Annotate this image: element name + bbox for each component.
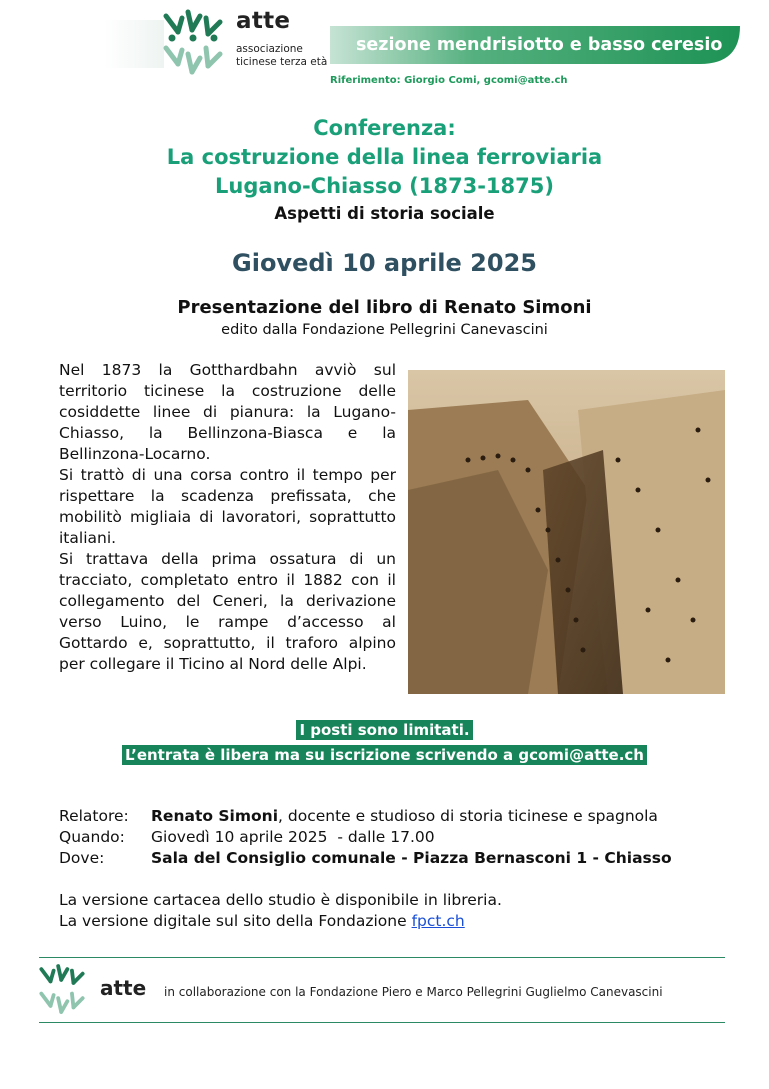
speaker-description: , docente e studioso di storia ticinese e spagnola xyxy=(278,807,658,825)
logo-sub-line: associazione xyxy=(236,43,303,55)
where-label: Dove: xyxy=(59,849,105,867)
atte-logo-wordmark: atte xyxy=(236,8,291,34)
speaker-name: Renato Simoni xyxy=(151,807,279,825)
notice-limited-seats xyxy=(0,720,769,739)
logo-backdrop xyxy=(104,20,164,68)
description-paragraph: Nel 1873 la Gotthardbahn avviò sul territorio ticinese la costruzione delle cosiddette linee di pianura: la Lugano-Chiasso, la Bellinzona-Biasca e la Bellinzona-Locarno. xyxy=(59,361,396,463)
where-row xyxy=(59,848,672,869)
book-presentation-title: Presentazione del libro di Renato Simoni xyxy=(177,297,592,318)
conference-title-line: Lugano-Chiasso (1873-1875) xyxy=(215,174,554,198)
description-text xyxy=(59,360,396,675)
notice-limited-seats-text: I posti sono limitati. xyxy=(296,720,472,740)
footer-top-rule xyxy=(39,957,725,958)
availability-digital xyxy=(59,911,502,932)
description-paragraph: Si trattò di una corsa contro il tempo per rispettare la scadenza prefissata, che mobilitò migliaia di lavoratori, soprattutto italiani. xyxy=(59,466,396,547)
footer-collaboration-text: in collaborazione con la Fondazione Piero e Marco Pellegrini Guglielmo Canevascini xyxy=(164,985,663,999)
event-date: Giovedì 10 aprile 2025 xyxy=(232,249,537,277)
footer-bottom-rule xyxy=(39,1022,725,1023)
availability-digital-text: La versione digitale sul sito della Fondazione xyxy=(59,912,412,930)
atte-footer-wordmark: atte xyxy=(100,976,147,1000)
conference-title xyxy=(0,114,769,201)
fpct-link[interactable]: fpct.ch xyxy=(411,912,465,930)
notice-registration-text: L’entrata è libera ma su iscrizione scrivendo a gcomi@atte.ch xyxy=(122,745,647,765)
historic-railway-construction-photo xyxy=(408,370,725,694)
book-publisher: edito dalla Fondazione Pellegrini Canevascini xyxy=(221,322,548,338)
speaker-row xyxy=(59,806,672,827)
conference-title-line: Conferenza: xyxy=(313,116,456,140)
section-banner-text: sezione mendrisiotto e basso ceresio xyxy=(356,35,723,55)
when-value: Giovedì 10 aprile 2025 - dalle 17.00 xyxy=(151,828,435,846)
reference-contact: Riferimento: Giorgio Comi, gcomi@atte.ch xyxy=(330,75,568,86)
description-paragraph: Si trattava della prima ossatura di un tracciato, completato entro il 1882 con il collegamento del Ceneri, la derivazione verso Luino, le rampe d’accesso al Gottardo e, soprattutto, il traforo alpino per collegare il Ticino al Nord delle Alpi. xyxy=(59,550,396,673)
availability-print: La versione cartacea dello studio è disponibile in libreria. xyxy=(59,891,502,909)
speaker-label: Relatore: xyxy=(59,807,129,825)
logo-sub-line: ticinese terza età xyxy=(236,56,328,68)
atte-logo-icon xyxy=(160,8,226,76)
when-row xyxy=(59,827,672,848)
atte-footer-logo-icon xyxy=(34,963,90,1015)
availability-note xyxy=(59,890,502,932)
atte-logo-subtitle xyxy=(236,43,327,69)
notice-registration xyxy=(0,745,769,764)
event-details xyxy=(59,806,672,869)
when-label: Quando: xyxy=(59,828,125,846)
where-value: Sala del Consiglio comunale - Piazza Bernasconi 1 - Chiasso xyxy=(151,849,672,867)
conference-subtitle: Aspetti di storia sociale xyxy=(274,204,495,223)
conference-title-line: La costruzione della linea ferroviaria xyxy=(166,145,603,169)
speaker-value xyxy=(151,806,658,827)
